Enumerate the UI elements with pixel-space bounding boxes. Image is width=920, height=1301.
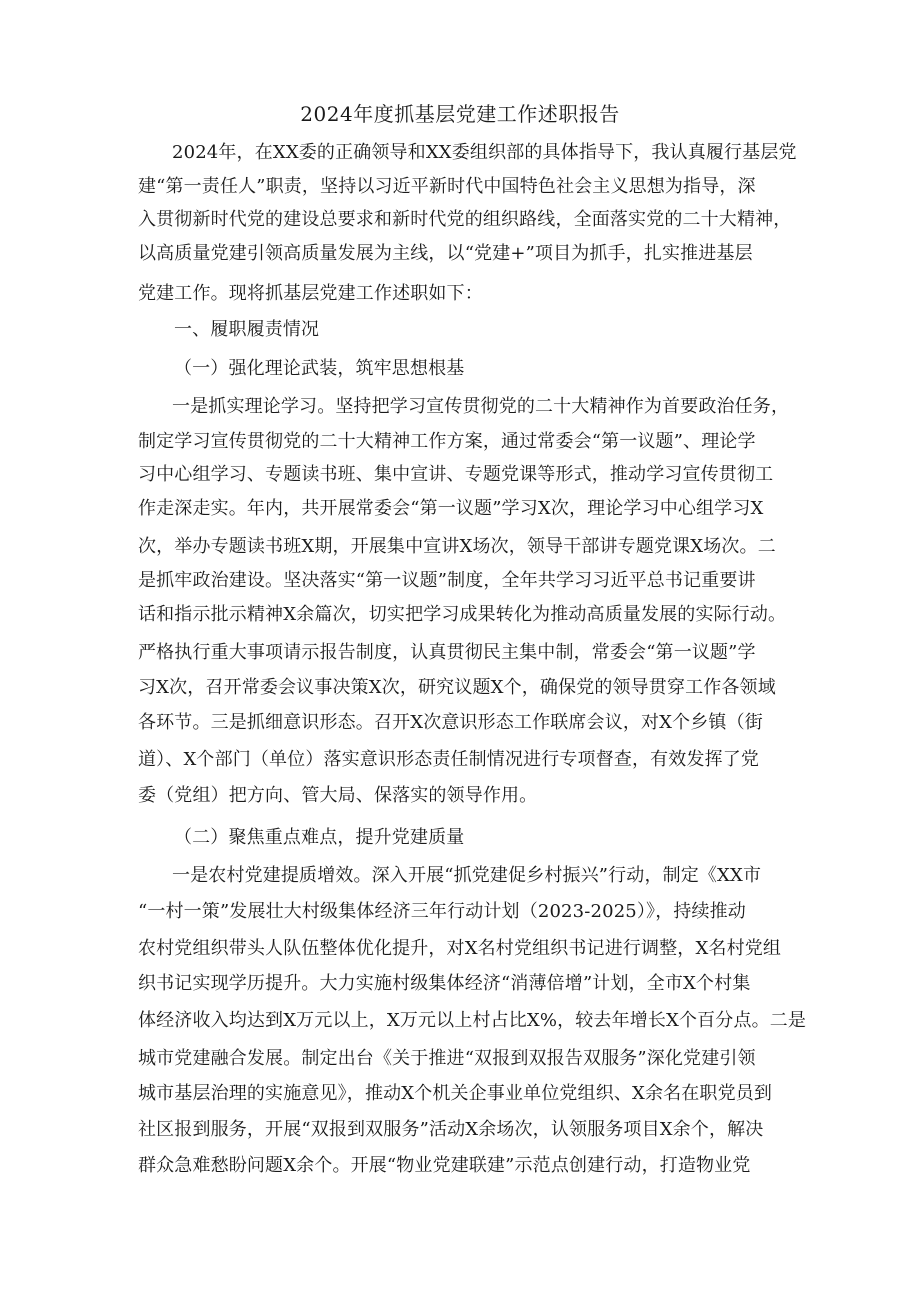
paragraph-line: 话和指示批示精神X余篇次，切实把学习成果转化为推动高质量发展的实际行动。 [138,604,787,625]
paragraph-line: 各环节。三是抓细意识形态。召开X次意识形态工作联席会议，对X个乡镇（街 [138,712,763,733]
paragraph-line: “一村一策”发展壮大村级集体经济三年行动计划（2023-2025）》，持续推动 [138,901,746,922]
paragraph-line: 是抓牢政治建设。坚决落实“第一议题”制度，全年共学习习近平总书记重要讲 [138,570,756,591]
paragraph-line: 农村党组织带头人队伍整体优化提升，对X名村党组织书记进行调整，X名村党组 [138,938,782,959]
paragraph-line: 委（党组）把方向、管大局、保落实的领导作用。 [138,785,538,806]
paragraph-line: 一是抓实理论学习。坚持把学习宣传贯彻党的二十大精神作为首要政治任务， [172,396,790,417]
paragraph-line: 2024年，在XX委的正确领导和XX委组织部的具体指导下，我认真履行基层党 [172,142,797,163]
paragraph-line: 一是农村党建提质增效。深入开展“抓党建促乡村振兴”行动，制定《XX市 [172,865,762,886]
paragraph-line: 建“第一责任人”职责，坚持以习近平新时代中国特色社会主义思想为指导，深 [138,176,756,197]
paragraph-line: 道）、X个部门（单位）落实意识形态责任制情况进行专项督查，有效发挥了党 [138,749,760,770]
document-title: 2024年度抓基层党建工作述职报告 [300,102,620,126]
paragraph-line: 党建工作。现将抓基层党建工作述职如下： [138,283,483,304]
paragraph-line: 社区报到服务，开展“双报到双服务”活动X余场次，认领服务项目X余个，解决 [138,1119,764,1140]
paragraph-line: 严格执行重大事项请示报告制度，认真贯彻民主集中制，常委会“第一议题”学 [138,642,756,663]
paragraph-line: 次，举办专题读书班X期，开展集中宣讲X场次，领导干部讲专题党课X场次。二 [138,536,776,557]
paragraph-line: 织书记实现学历提升。大力实施村级集体经济“消薄倍增”计划，全市X个村集 [138,973,751,994]
paragraph-line: 制定学习宣传贯彻党的二十大精神工作方案，通过常委会“第一议题”、理论学 [138,431,756,452]
paragraph-line: 城市基层治理的实施意见》，推动X个机关企事业单位党组织、X余名在职党员到 [138,1083,773,1104]
subsection-heading: （二）聚焦重点难点，提升党建质量 [174,827,465,848]
paragraph-line: 入贯彻新时代党的建设总要求和新时代党的组织路线，全面落实党的二十大精神， [138,209,792,230]
section-heading: 一、履职履责情况 [174,319,320,340]
paragraph-line: 城市党建融合发展。制定出台《关于推进“双报到双报告双服务”深化党建引领 [138,1048,756,1069]
paragraph-line: 体经济收入均达到X万元以上，X万元以上村占比X%，较去年增长X个百分点。二是 [138,1010,807,1031]
paragraph-line: 习中心组学习、专题读书班、集中宣讲、专题党课等形式，推动学习宣传贯彻工 [138,464,774,485]
paragraph-line: 习X次，召开常委会议事决策X次，研究议题X个，确保党的领导贯穿工作各领域 [138,677,776,698]
paragraph-line: 作走深走实。年内，共开展常委会“第一议题”学习X次，理论学习中心组学习X [138,498,764,519]
paragraph-line: 以高质量党建引领高质量发展为主线，以“党建+”项目为抓手，扎实推进基层 [138,243,753,264]
subsection-heading: （一）强化理论武装，筑牢思想根基 [174,358,465,379]
paragraph-line: 群众急难愁盼问题X余个。开展“物业党建联建”示范点创建行动，打造物业党 [138,1155,751,1176]
